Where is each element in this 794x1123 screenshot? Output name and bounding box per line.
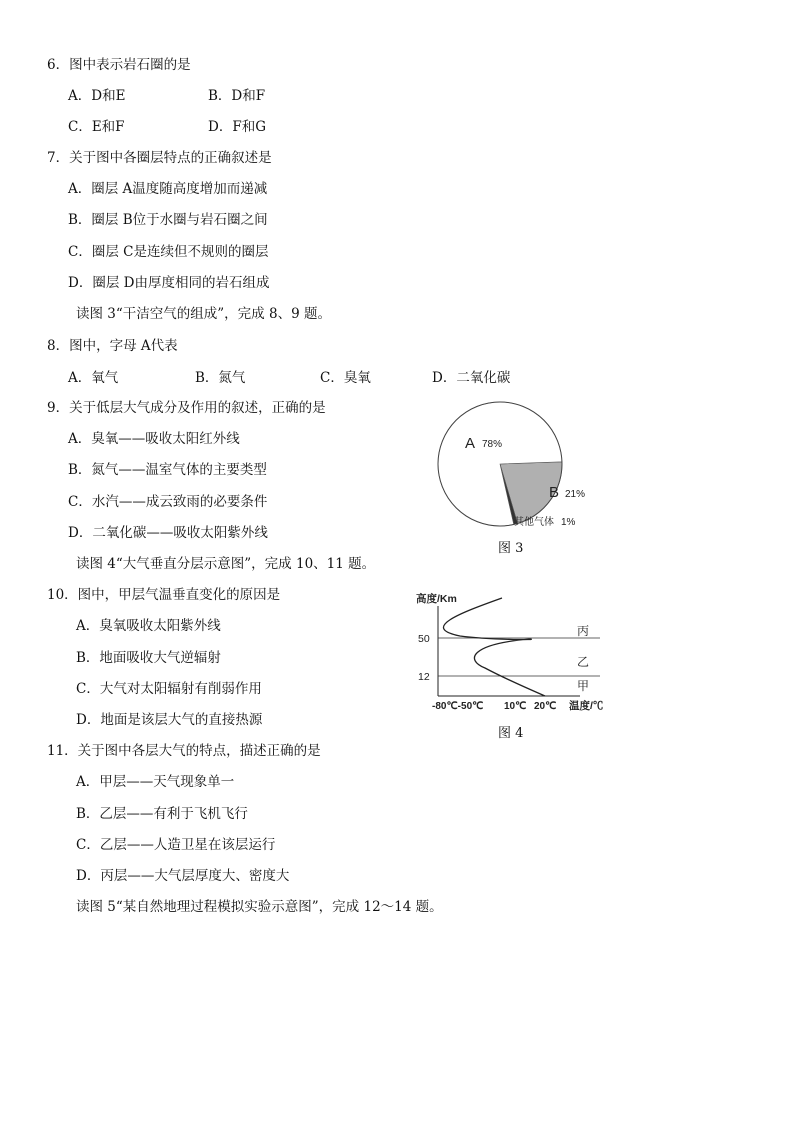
x-tick-10: 10℃ [504,701,527,712]
figure-3-pie-chart [425,398,605,538]
q11-stem: 11．关于图中各层大气的特点，描述正确的是 [47,743,321,759]
q8-stem: 8．图中，字母 A代表 [47,338,178,354]
q7-option-b: B．圈层 B位于水圈与岩石圈之间 [68,212,268,228]
x-tick-20: 20℃ [534,701,557,712]
layer-label-bing: 丙 [577,624,590,638]
figure-4-atmosphere-diagram [410,588,625,718]
slice-a-label: A [465,435,476,452]
q11-option-b: B．乙层——有利于飞机飞行 [76,806,248,822]
q11-option-a: A．甲层——天气现象单一 [76,774,235,790]
q7-option-a: A．圈层 A温度随高度增加而递减 [68,181,268,197]
q11-option-d: D．丙层——大气层厚度大、密度大 [76,868,290,884]
layer-label-yi: 乙 [577,655,590,669]
q9-stem: 9．关于低层大气成分及作用的叙述，正确的是 [47,400,326,416]
q8-option-c: C．臭氧 [320,370,371,386]
q8-option-b: B．氮气 [195,370,246,386]
q6-option-a: A．D和E [68,88,126,104]
x-axis-label: 温度/℃ [569,700,604,712]
figure-3-caption: 图 3 [498,541,524,556]
figure-4-caption: 图 4 [498,726,524,741]
q10-stem: 10．图中，甲层气温垂直变化的原因是 [47,587,281,603]
x-tick-neg80-neg50: -80℃-50℃ [432,701,484,712]
intro-figure-4: 读图 4“大气垂直分层示意图”，完成 10、11 题。 [76,556,376,572]
y-tick-12: 12 [418,671,430,683]
q9-option-d: D．二氧化碳——吸收太阳紫外线 [68,525,268,541]
slice-b-percent: 21% [565,489,586,500]
slice-b-label: B [549,484,560,501]
intro-figure-5: 读图 5“某自然地理过程模拟实验示意图”，完成 12～14 题。 [76,899,443,915]
q6-option-d: D．F和G [208,119,266,135]
pie-slices [438,402,562,526]
intro-figure-3: 读图 3“干洁空气的组成”，完成 8、9 题。 [76,306,331,322]
q10-option-b: B．地面吸收大气逆辐射 [76,650,221,666]
q9-option-c: C．水汽——成云致雨的必要条件 [68,494,268,510]
slice-other-label: 其他气体 [514,517,554,528]
q11-option-c: C．乙层——人造卫星在该层运行 [76,837,276,853]
q8-option-d: D．二氧化碳 [432,370,511,386]
q6-option-b: B．D和F [208,88,266,104]
q9-option-a: A．臭氧——吸收太阳红外线 [68,431,240,447]
q10-option-d: D．地面是该层大气的直接热源 [76,712,263,728]
layer-label-jia: 甲 [577,679,590,693]
q7-stem: 7．关于图中各圈层特点的正确叙述是 [47,150,272,166]
q7-option-d: D．圈层 D由厚度相同的岩石组成 [68,275,270,291]
slice-other-percent: 1% [561,517,576,528]
temperature-curve [443,598,545,696]
q9-option-b: B．氮气——温室气体的主要类型 [68,462,267,478]
q6-option-c: C．E和F [68,119,125,135]
q10-option-a: A．臭氧吸收太阳紫外线 [76,618,221,634]
q10-option-c: C．大气对太阳辐射有削弱作用 [76,681,262,697]
q7-option-c: C．圈层 C是连续但不规则的圈层 [68,244,269,260]
y-axis-label: 高度/Km [416,593,457,605]
slice-a-percent: 78% [482,439,503,450]
y-tick-50: 50 [418,633,430,645]
q6-stem: 6．图中表示岩石圈的是 [47,57,191,73]
q8-option-a: A．氧气 [68,370,119,386]
